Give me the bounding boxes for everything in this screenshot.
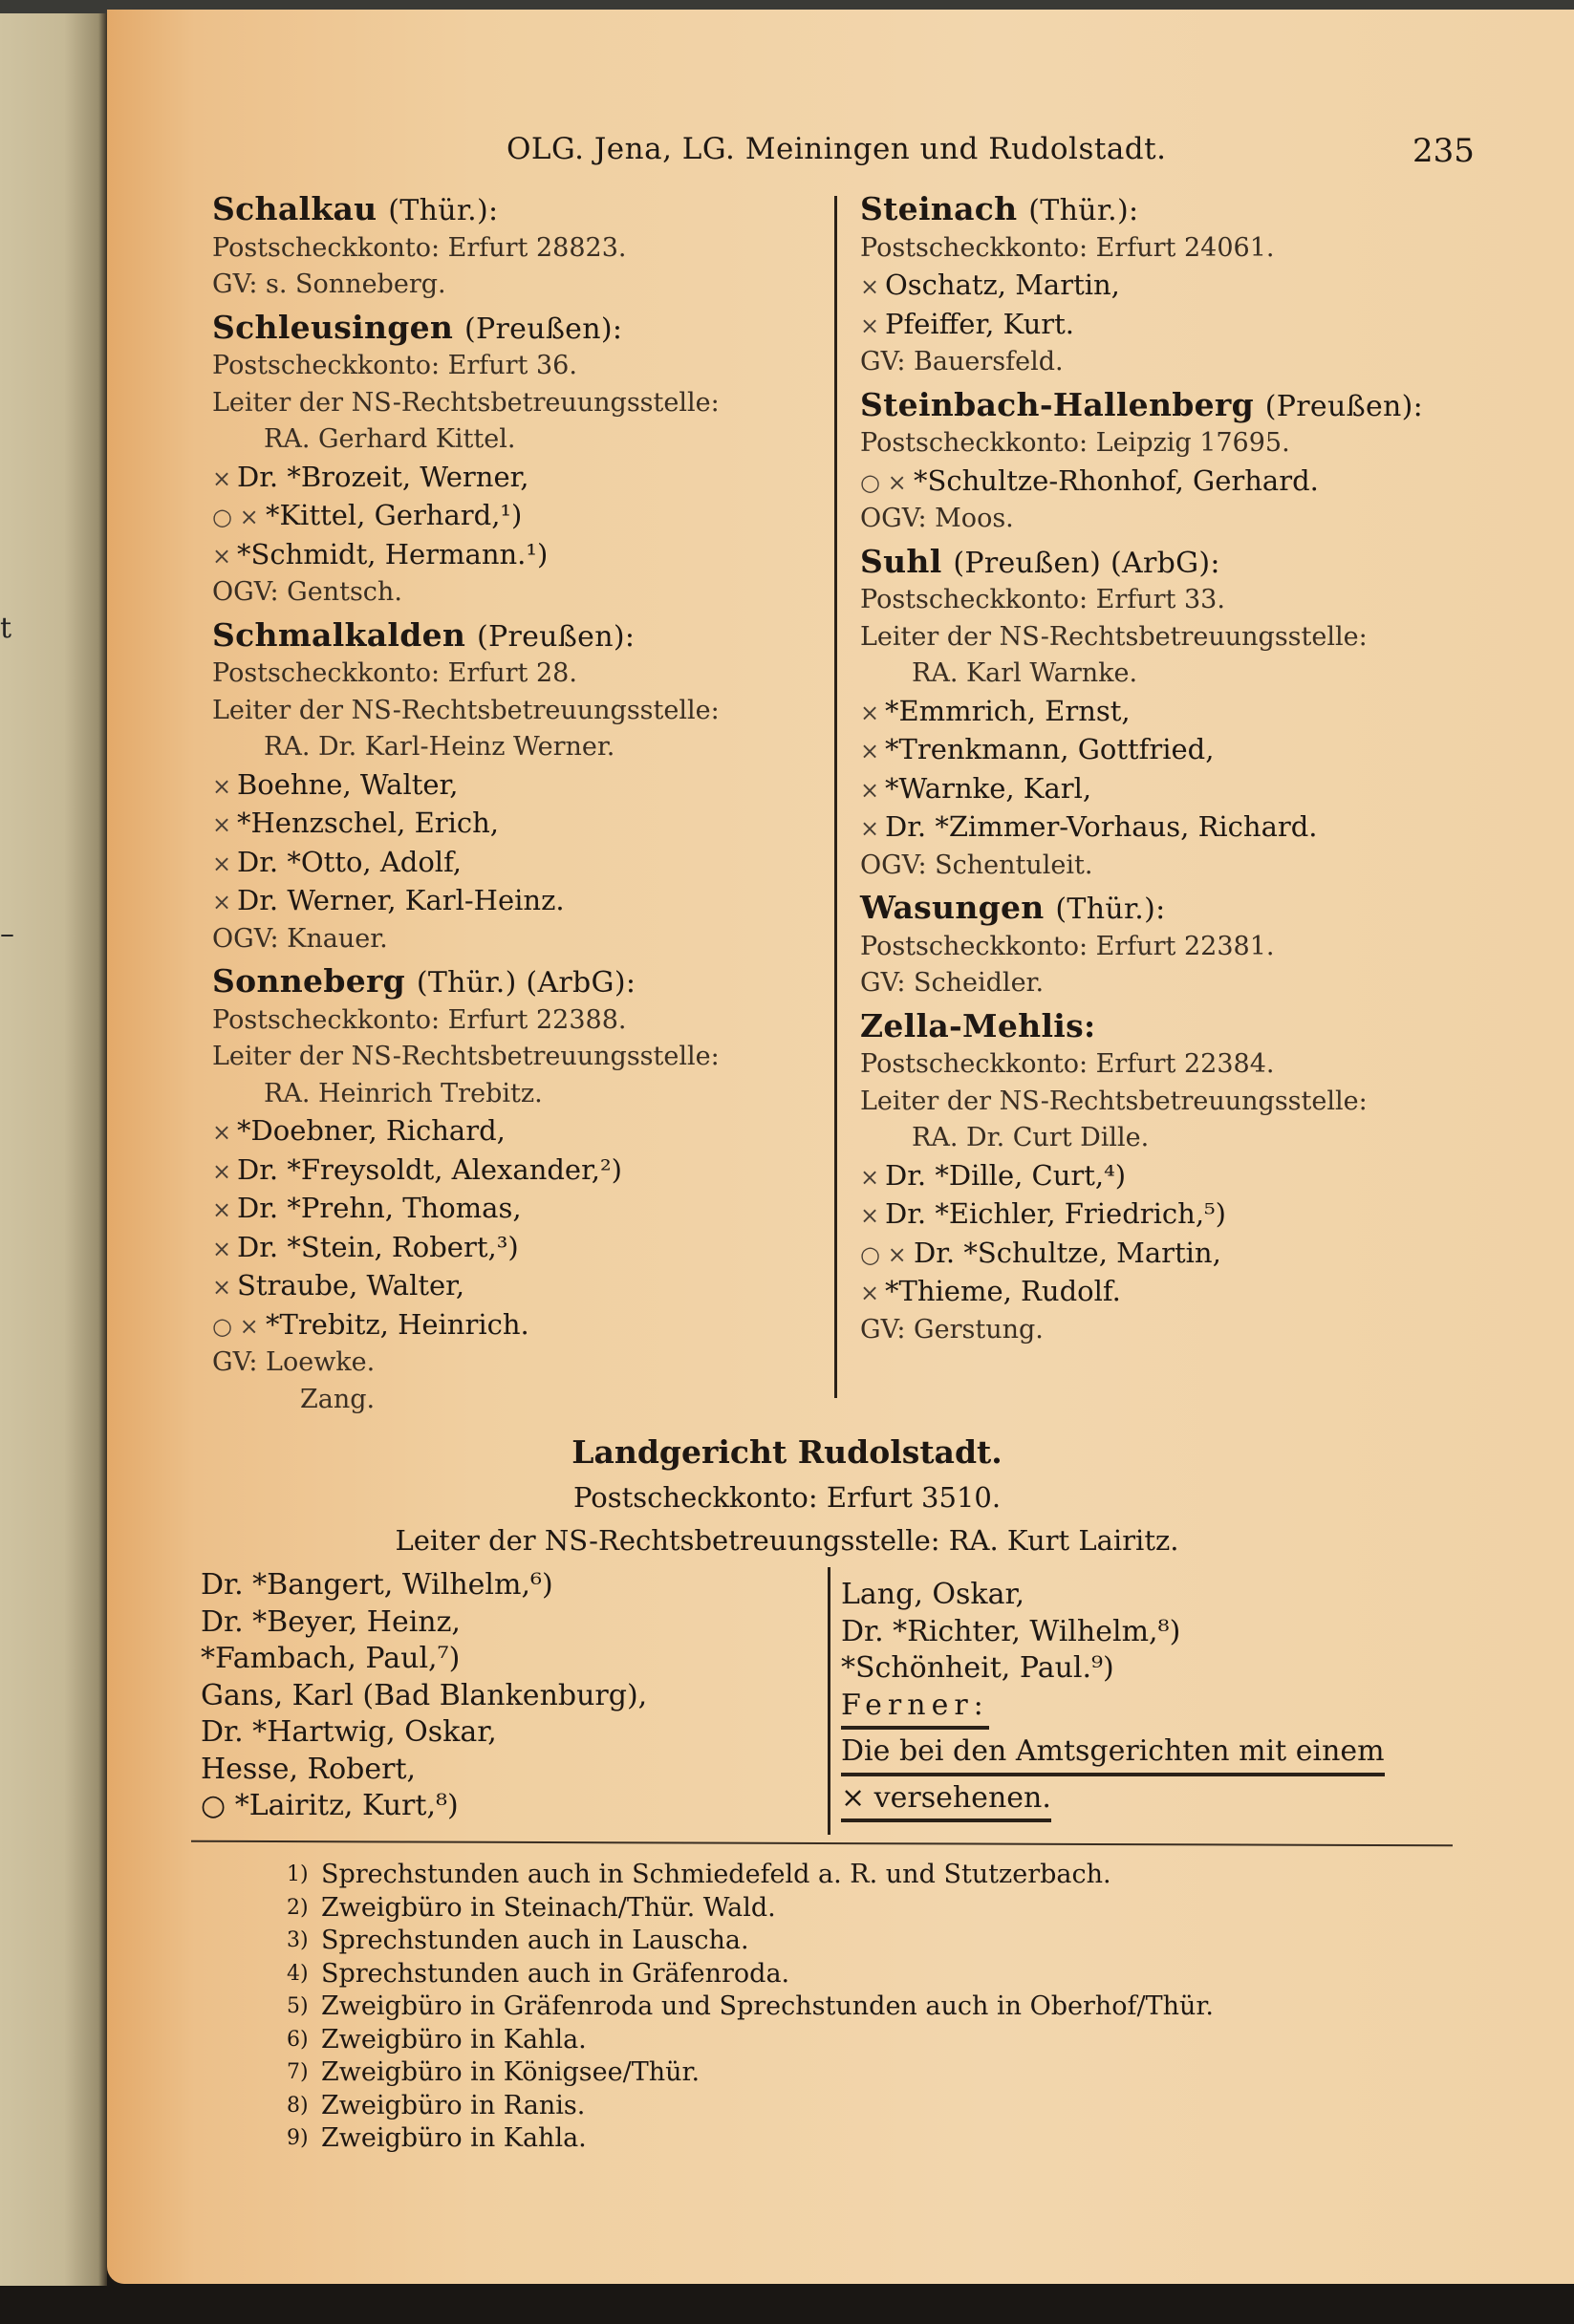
note-line: × versehenen. [841,1780,1051,1823]
lawyer-line: ○ × *Schultze-Rhonhof, Gerhard. [860,463,1472,502]
footnote: 3) Sprechstunden auch in Lauscha. [287,1926,749,1955]
entry-line: GV: s. Sonneberg. [212,269,446,299]
section-title: Landgericht Rudolstadt. [571,1433,1003,1471]
entry-line: Postscheckkonto: Erfurt 33. [860,585,1225,614]
landgericht-right-list [841,1577,1472,1822]
footnote: 7) Zweigbüro in Königsee/Thür. [287,2057,701,2087]
ferner-label: Ferner: [841,1688,989,1731]
court-name: Sonneberg [212,962,406,1000]
cross-mark-icon: × [212,1235,232,1262]
cross-mark-icon: × [860,273,880,300]
lawyer-line: × Dr. Werner, Karl-Heinz. [212,882,824,921]
lawyer-line: ○ × *Kittel, Gerhard,¹) [212,497,824,536]
entry-line: Postscheckkonto: Erfurt 24061. [860,232,1275,263]
entry-line: OGV: Knauer. [212,923,388,954]
left-column [212,191,824,1418]
court-name: Wasungen [860,889,1045,926]
court-region: (Thür.): [1055,893,1166,926]
court-entry [860,544,1472,885]
lawyer-line: ○ × Dr. *Schultze, Martin, [860,1235,1472,1274]
entry-line: Leiter der NS-Rechtsbetreuungsstelle: [860,1086,1368,1116]
cross-mark-icon: × [212,1119,232,1146]
cross-mark-icon: × [212,464,232,492]
court-entry [860,1008,1472,1349]
lawyer-line: × *Warnke, Karl, [860,770,1472,809]
lawyer-line: × *Henzschel, Erich, [212,805,824,844]
cross-mark-icon: × [212,811,232,838]
lawyer-line: × Dr. *Brozeit, Werner, [212,459,824,498]
court-entry [212,963,824,1418]
entry-line: Postscheckkonto: Erfurt 22388. [212,1004,627,1035]
note-line: Die bei den Amtsgerichten mit einem [841,1733,1385,1776]
entry-line: Leiter der NS-Rechtsbetreuungsstelle: [212,1042,720,1071]
list-item: Dr. *Hartwig, Oskar, [201,1715,497,1749]
cross-mark-icon: × [212,850,232,877]
lawyer-line: × Dr. *Zimmer-Vorhaus, Richard. [860,808,1472,848]
court-region: (Preußen): [464,312,623,346]
lawyer-line: × *Thieme, Rudolf. [860,1273,1472,1312]
entry-line: Postscheckkonto: Leipzig 17695. [860,428,1290,458]
cross-mark-icon: × [860,815,880,842]
list-item: Lang, Oskar, [841,1578,1025,1611]
entry-line: Leiter der NS-Rechtsbetreuungsstelle: [860,621,1368,652]
entry-line: RA. Dr. Curt Dille. [912,1123,1150,1152]
entry-line: GV: Loewke. [212,1347,376,1377]
facing-page-fragment: t [0,612,12,645]
footnote: 6) Zweigbüro in Kahla. [287,2024,587,2055]
lawyer-line: × *Schmidt, Hermann.¹) [212,536,824,575]
court-region: (Thür.): [388,194,499,227]
lawyer-line: × Dr. *Freysoldt, Alexander,²) [212,1151,824,1191]
entry-line: OGV: Schentuleit. [860,850,1093,880]
lawyer-line: × Oschatz, Martin, [860,267,1472,306]
list-item: *Fambach, Paul,⁷) [201,1642,461,1675]
entry-line: GV: Gerstung. [860,1314,1044,1345]
cross-mark-icon: × [860,738,880,764]
entry-line: Postscheckkonto: Erfurt 22381. [860,931,1275,961]
court-region: (Preußen): [477,619,636,654]
section-leiter: Leiter der NS-Rechtsbetreuungsstelle: RA. Kurt Lairitz. [395,1524,1179,1557]
lawyer-line: × Boehne, Walter, [212,766,824,806]
list-item: Dr. *Richter, Wilhelm,⁸) [841,1614,1181,1648]
cross-mark-icon: × [212,1274,232,1301]
list-item: Hesse, Robert, [201,1752,417,1786]
footnote: 8) Zweigbüro in Ranis. [287,2090,586,2120]
footnote: 5) Zweigbüro in Gräfenroda und Sprechstunden auch in Oberhof/Thür. [287,1991,1214,2021]
entry-line: Postscheckkonto: Erfurt 28. [212,658,577,688]
right-column [860,191,1472,1348]
page-number: 235 [1412,132,1475,170]
entry-line: Leiter der NS-Rechtsbetreuungsstelle: [212,695,720,725]
court-region: (Thür.) (ArbG): [416,966,636,1000]
court-entry [212,617,824,958]
lawyer-line: ○ × *Trebitz, Heinrich. [212,1306,824,1345]
entry-line: RA. Gerhard Kittel. [264,424,516,454]
list-item: ○ *Lairitz, Kurt,⁸) [201,1789,459,1822]
circle-cross-mark-icon: ○ × [212,504,259,530]
list-item: Gans, Karl (Bad Blankenburg), [201,1678,648,1712]
entry-line: Postscheckkonto: Erfurt 36. [212,351,577,380]
column-divider [834,196,837,1398]
court-name: Schalkau [212,190,377,227]
court-entry [860,387,1472,538]
entry-line: RA. Dr. Karl-Heinz Werner. [264,732,615,762]
footnote: 9) Zweigbüro in Kahla. [287,2123,587,2153]
entry-line: GV: Bauersfeld. [860,347,1064,377]
court-name: Suhl [860,542,942,580]
facing-page-fragment: – [0,917,14,951]
lawyer-line: × Dr. *Eichler, Friedrich,⁵) [860,1195,1472,1235]
court-name: Steinach [860,190,1018,227]
entry-line: OGV: Gentsch. [212,577,402,607]
entry-line: Postscheckkonto: Erfurt 22384. [860,1049,1275,1079]
list-item: Dr. *Bangert, Wilhelm,⁶) [201,1568,553,1602]
cross-mark-icon: × [860,1280,880,1306]
lawyer-line: × *Emmrich, Ernst, [860,693,1472,732]
scan-bottom-shadow [0,2286,1574,2324]
court-name: Steinbach-Hallenberg [860,385,1254,423]
court-region: (Preußen): [1264,389,1424,423]
footnote: 1) Sprechstunden auch in Schmiedefeld a. R. und Stutzerbach. [287,1860,1111,1889]
court-entry [212,191,824,304]
lawyer-line: × Dr. *Prehn, Thomas, [212,1190,824,1229]
cross-mark-icon: × [860,312,880,339]
running-header: OLG. Jena, LG. Meiningen und Rudolstadt. [507,132,1167,166]
lawyer-line: × Straube, Walter, [212,1267,824,1306]
footnotes [287,1859,1214,2156]
cross-mark-icon: × [860,1202,880,1229]
list-item: Dr. *Beyer, Heinz, [201,1604,461,1639]
landgericht-left-list [201,1567,812,1825]
cross-mark-icon: × [212,1157,232,1185]
entry-line: Leiter der NS-Rechtsbetreuungsstelle: [212,387,720,418]
lawyer-line: × Dr. *Dille, Curt,⁴) [860,1157,1472,1196]
footnote: 2) Zweigbüro in Steinach/Thür. Wald. [287,1892,776,1923]
entry-line: RA. Heinrich Trebitz. [264,1078,543,1108]
lawyer-line: × *Doebner, Richard, [212,1112,824,1151]
entry-line: Postscheckkonto: Erfurt 28823. [212,232,627,263]
court-name: Schmalkalden [212,615,466,654]
entry-line: OGV: Moos. [860,504,1014,533]
footnote: 4) Sprechstunden auch in Gräfenroda. [287,1958,790,1989]
circle-cross-mark-icon: ○ × [860,468,907,496]
lawyer-line: × Pfeiffer, Kurt. [860,306,1472,345]
facing-page-edge [0,0,107,2321]
cross-mark-icon: × [212,1196,232,1223]
column-divider [828,1567,830,1835]
court-entry [860,890,1472,1002]
circle-cross-mark-icon: ○ × [860,1240,907,1268]
cross-mark-icon: × [860,776,880,804]
cross-mark-icon: × [212,889,232,915]
court-entry [212,310,824,612]
court-name: Schleusingen [212,308,454,346]
entry-line: Zang. [300,1384,376,1414]
circle-cross-mark-icon: ○ × [212,1312,259,1340]
court-entry [860,191,1472,381]
entry-line: GV: Scheidler. [860,968,1045,998]
lawyer-line: × Dr. *Stein, Robert,³) [212,1229,824,1268]
cross-mark-icon: × [860,1163,880,1191]
section-konto: Postscheckkonto: Erfurt 3510. [572,1481,1002,1514]
court-region: (Thür.): [1028,194,1139,227]
cross-mark-icon: × [212,542,232,570]
list-item: *Schönheit, Paul.⁹) [841,1651,1114,1685]
lawyer-line: × Dr. *Otto, Adolf, [212,844,824,883]
court-region: (Preußen) (ArbG): [953,546,1220,580]
entry-line: RA. Karl Warnke. [912,658,1138,688]
court-name: Zella-Mehlis: [860,1006,1096,1044]
cross-mark-icon: × [860,699,880,726]
lawyer-line: × *Trenkmann, Gottfried, [860,731,1472,770]
cross-mark-icon: × [212,772,232,800]
